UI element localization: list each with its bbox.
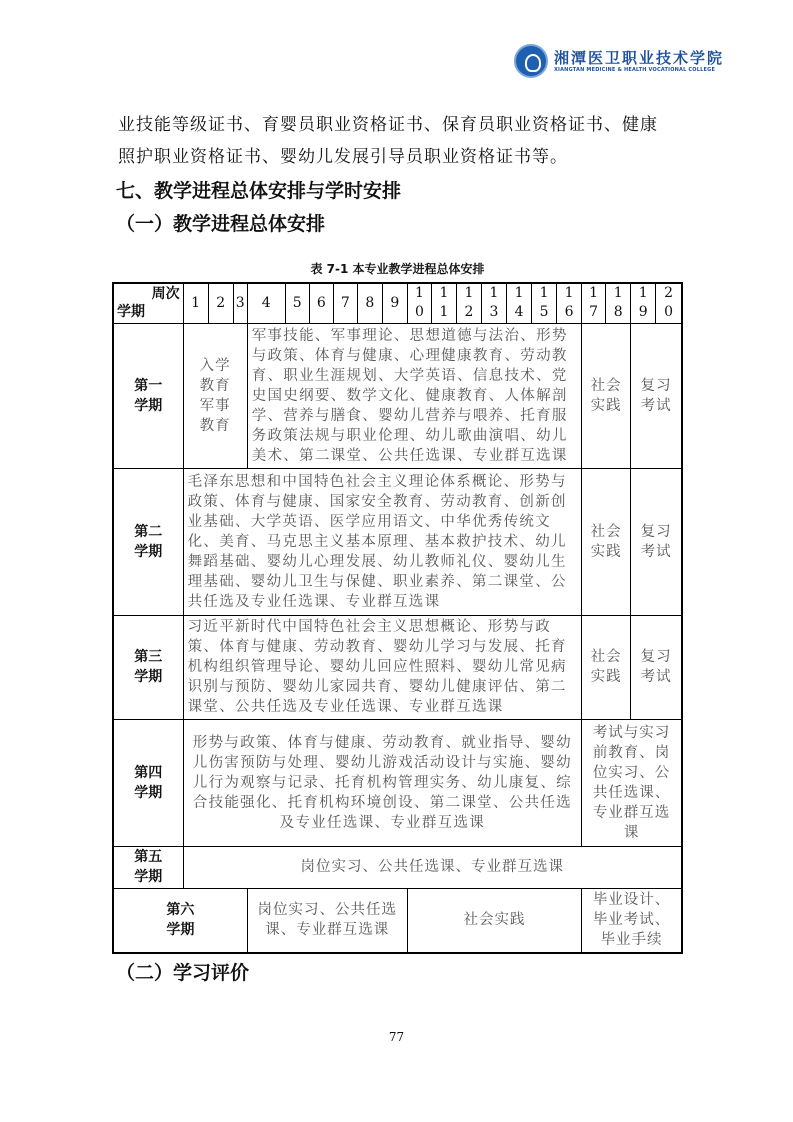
week-6: 6: [309, 283, 333, 323]
term-3-row: [113, 615, 682, 719]
term-1-row: [113, 323, 682, 468]
term-4-row: [113, 719, 682, 846]
term-2-row: [113, 468, 682, 615]
corner-cell: [113, 283, 183, 323]
week-17: 1 7: [582, 283, 606, 323]
section-title: 七、教学进程总体安排与学时安排: [116, 180, 402, 202]
week-20: 2 0: [656, 283, 682, 323]
week-10: 1 0: [407, 283, 431, 323]
week-2: 2: [208, 283, 233, 323]
orientation-cell: 入学 教育 军事 教育: [183, 323, 247, 468]
exam-cell: 复习 考试: [631, 468, 682, 615]
courses-cell: 军事技能、军事理论、思想道德与法治、形势与政策、体育与健康、心理健康教育、劳动教育、职业生涯规划、大学英语、信息技术、党史国史纲要、数学文化、健康教育、人体解剖学、营养与膳食、婴幼儿营养与喂养、托育服务政策法规与职业伦理、幼儿歌曲演唱、幼儿美术、第二课堂、公共任选课、专业群互选课: [247, 323, 581, 468]
term-label: 第二 学期: [113, 468, 183, 615]
internship-cell: 岗位实习、公共任选课、专业群互选课: [247, 888, 407, 953]
graduation-cell: 毕业设计、毕业考试、毕业手续: [582, 888, 682, 953]
internship-cell: 考试与实习前教育、岗位实习、公共任选课、专业群互选课: [582, 719, 682, 846]
term-label: 第六 学期: [113, 888, 247, 953]
intro-line-1: 业技能等级证书、育婴员职业资格证书、保育员职业资格证书、健康: [118, 115, 658, 135]
week-1: 1: [183, 283, 208, 323]
week-3: 3: [233, 283, 247, 323]
logo-english-name: XIANGTAN MEDICINE & HEALTH VOCATIONAL COLLEGE: [554, 66, 716, 73]
term-6-row: [113, 888, 682, 953]
week-8: 8: [357, 283, 382, 323]
logo-chinese-name: 湘潭医卫职业技术学院: [554, 48, 725, 67]
exam-cell: 复习 考试: [631, 615, 682, 719]
table-caption: 表 7-1 本专业教学进程总体安排: [310, 262, 485, 276]
practice-cell: 社会 实践: [582, 468, 631, 615]
intro-line-2: 照护职业资格证书、婴幼儿发展引导员职业资格证书等。: [118, 147, 568, 167]
term-label: 第四 学期: [113, 719, 183, 846]
practice-cell: 社会 实践: [582, 323, 631, 468]
week-16: 1 6: [557, 283, 582, 323]
courses-cell: 岗位实习、公共任选课、专业群互选课: [183, 846, 682, 888]
week-7: 7: [333, 283, 357, 323]
week-15: 1 5: [532, 283, 557, 323]
week-9: 9: [382, 283, 407, 323]
table-flow: [112, 282, 683, 986]
header-row: [113, 283, 682, 323]
week-4: 4: [247, 283, 285, 323]
courses-cell: 毛泽东思想和中国特色社会主义理论体系概论、形势与政策、体育与健康、国家安全教育、劳动教育、创新创业基础、大学英语、医学应用语文、中华优秀传统文化、美育、马克思主义基本原理、基本救护技术、幼儿舞蹈基础、婴幼儿心理发展、幼儿教师礼仪、婴幼儿生理基础、婴幼儿卫生与保健、职业素养、第二课堂、公共任选及专业任选课、专业群互选课: [183, 468, 582, 615]
subsection-title: （一）教学进程总体安排: [116, 213, 326, 235]
week-14: 1 4: [507, 283, 532, 323]
corner-term-label: 学期: [117, 304, 145, 321]
page-number: 77: [388, 1030, 405, 1044]
week-13: 1 3: [482, 283, 507, 323]
exam-cell: 复习 考试: [631, 323, 682, 468]
courses-cell: 形势与政策、体育与健康、劳动教育、就业指导、婴幼儿伤害预防与处理、婴幼儿游戏活动设计与实施、婴幼儿行为观察与记录、托育机构管理实务、幼儿康复、综合技能强化、托育机构环境创设、第二课堂、公共任选及专业任选课、专业群互选课: [183, 719, 582, 846]
schedule-table: [112, 282, 683, 954]
college-logo: [514, 44, 724, 78]
week-12: 1 2: [456, 283, 481, 323]
week-19: 1 9: [631, 283, 656, 323]
week-18: 1 8: [606, 283, 631, 323]
subsection-title-evaluation: （二）学习评价: [116, 962, 250, 984]
practice-cell: 社会实践: [407, 888, 581, 953]
week-11: 1 1: [431, 283, 456, 323]
term-label: 第一 学期: [113, 323, 183, 468]
courses-cell: 习近平新时代中国特色社会主义思想概论、形势与政策、体育与健康、劳动教育、婴幼儿学习与发展、托育机构组织管理导论、婴幼儿回应性照料、婴幼儿常见病识别与预防、婴幼儿家园共育、婴幼儿健康评估、第二课堂、公共任选及专业任选课、专业群互选课: [183, 615, 582, 719]
term-label: 第三 学期: [113, 615, 183, 719]
term-5-row: [113, 846, 682, 888]
college-seal-icon: [514, 44, 548, 78]
practice-cell: 社会 实践: [582, 615, 631, 719]
term-label: 第五 学期: [113, 846, 183, 888]
corner-week-label: 周次: [151, 286, 180, 303]
week-5: 5: [285, 283, 309, 323]
